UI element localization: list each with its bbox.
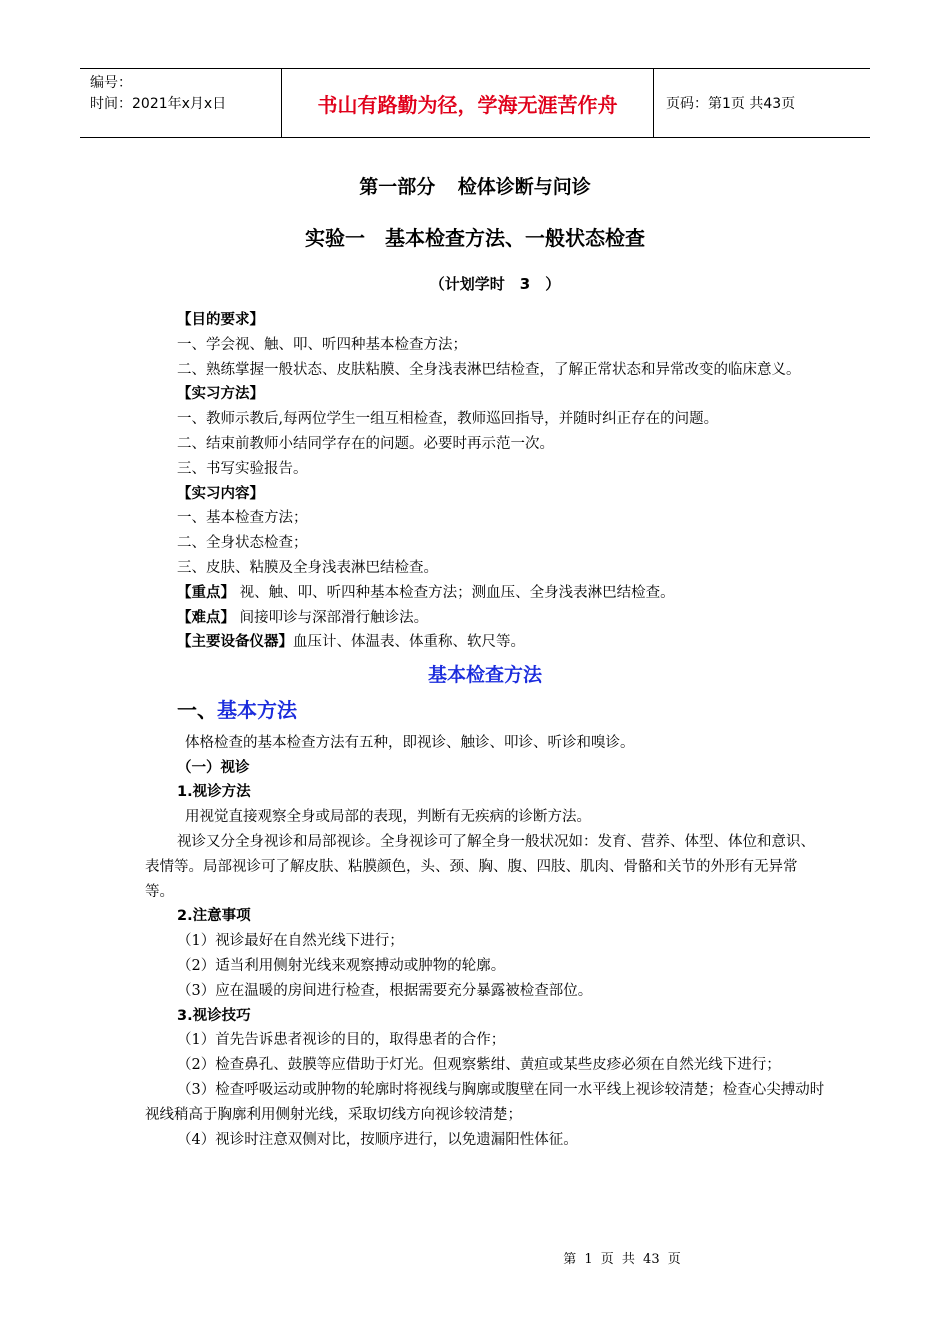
subsection-heading: （一）视诊 [177,759,250,776]
equipment [145,630,825,655]
content-item: 三、皮肤、粘膜及全身浅表淋巴结检查。 [177,559,438,576]
difficult-text: 间接叩诊与深部滑行触诊法。 [235,609,429,626]
item-heading: 3.视诊技巧 [177,1007,251,1024]
list-item: （1）首先告诉患者视诊的目的，取得患者的合作； [177,1032,506,1049]
difficult-points [145,606,825,631]
heading-text: 基本方法 [217,697,297,722]
key-points [145,581,825,606]
objective-item: 一、学会视、触、叩、听四种基本检查方法； [177,336,467,353]
paragraph: 用视觉直接观察全身或局部的表现，判断有无疾病的诊断方法。 [185,809,591,826]
content-item: 一、基本检查方法； [177,510,308,527]
header-meta [80,69,282,137]
header-page-info: 页码：第1页 共43页 [666,96,796,112]
objectives-heading: 【目的要求】 [177,312,264,328]
list-item: （2）检查鼻孔、鼓膜等应借助于灯光。但观察紫绀、黄疸或某些皮疹必须在自然光线下进行； [177,1057,781,1074]
list-item: （3）应在温暖的房间进行检查，根据需要充分暴露被检查部位。 [177,982,593,999]
method-item: 二、结束前教师小结同学存在的问题。必要时再示范一次。 [177,435,554,452]
heading-basic-methods [177,698,825,723]
list-item: （2）适当利用侧射光线来观察搏动或肿物的轮廓。 [177,957,506,974]
methods-heading: 【实习方法】 [177,386,264,403]
heading-number: 一、 [177,697,217,722]
objective-item: 二、熟练掌握一般状态、皮肤粘膜、全身浅表淋巴结检查，了解正常状态和异常改变的临床意义。 [177,361,801,378]
method-item: 三、书写实验报告。 [177,460,308,477]
number-label: 编号： [90,75,132,91]
date-label: 时间：2021年x月x日 [90,96,227,112]
list-item: （1）视诊最好在自然光线下进行； [177,933,404,950]
equipment-heading: 【主要设备仪器】 [177,634,293,651]
key-text: 视、触、叩、听四种基本检查方法；测血压、全身浅表淋巴结检查。 [235,584,675,601]
document-body [145,308,825,1152]
hours-label: （计划学时 3 ） [429,275,561,293]
list-item: （4）视诊时注意双侧对比，按顺序进行，以免遗漏阳性体征。 [177,1131,578,1148]
header-motto: 书山有路勤为径，学海无涯苦作舟 [282,69,654,137]
content-heading: 【实习内容】 [177,485,264,502]
item-heading: 1.视诊方法 [177,784,251,801]
list-item: （3）检查呼吸运动或肿物的轮廓时将视线与胸廓或腹壁在同一水平线上视诊较清楚；检查心尖搏动时视线稍高于胸廓利用侧射光线，采取切线方向视诊较清楚； [145,1081,825,1123]
difficult-heading: 【难点】 [177,609,235,626]
experiment-title: 实验一 基本检查方法、一般状态检查 [305,226,645,250]
page-footer: 第 1 页 共 43 页 [563,1252,681,1267]
equipment-text: 血压计、体温表、体重称、软尺等。 [293,634,525,651]
section-title: 基本检查方法 [427,664,542,687]
page-header [80,68,870,138]
paragraph: 视诊又分全身视诊和局部视诊。全身视诊可了解全身一般状况如：发育、营养、体型、体位和意识、表情等。局部视诊可了解皮肤、粘膜颜色，头、颈、胸、腹、四肢、肌肉、骨骼和关节的外形有无异常等。 [145,833,815,900]
intro-paragraph: 体格检查的基本检查方法有五种，即视诊、触诊、叩诊、听诊和嗅诊。 [185,734,635,751]
content-item: 二、全身状态检查； [177,535,308,552]
part-title: 第一部分 检体诊断与问诊 [359,176,591,198]
key-heading: 【重点】 [177,584,235,601]
item-heading: 2.注意事项 [177,908,251,925]
method-item: 一、教师示教后,每两位学生一组互相检查，教师巡回指导，并随时纠正存在的问题。 [177,411,719,428]
